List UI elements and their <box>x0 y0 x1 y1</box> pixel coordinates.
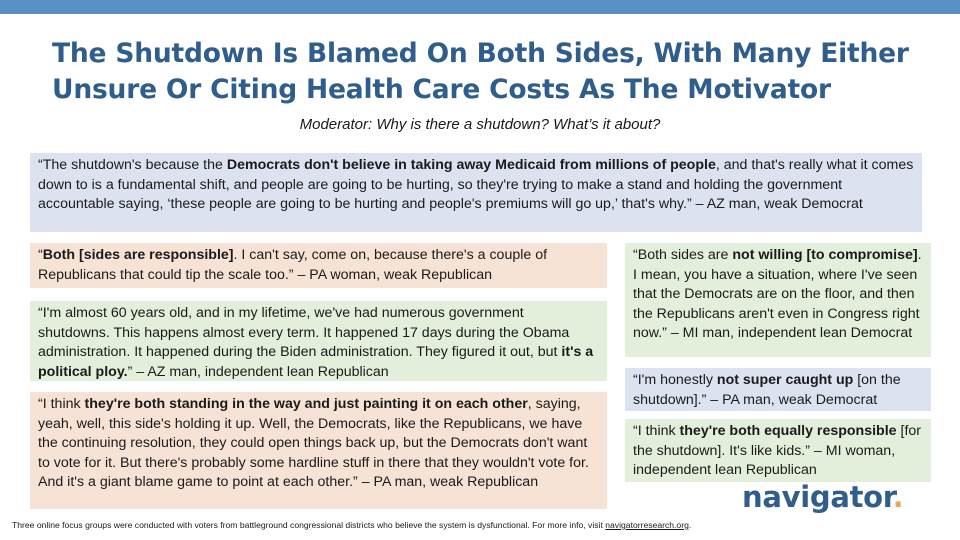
quote-highlight: Both [sides are responsible] <box>42 247 234 263</box>
logo-wordmark: navigator <box>742 480 893 514</box>
quote-text: “I think <box>38 396 85 412</box>
quote-text: “I think <box>633 423 680 439</box>
quote-text: “The shutdown's because the <box>38 157 227 173</box>
title-line-1: The Shutdown Is Blamed On Both Sides, With Many Either <box>52 38 909 69</box>
quote-text: “Both sides are <box>633 247 733 263</box>
quote-text: “I'm honestly <box>633 372 717 388</box>
top-accent-bar <box>0 0 960 14</box>
moderator-question: Moderator: Why is there a shutdown? What’s it about? <box>299 116 661 133</box>
quote-highlight: Democrats don't believe in taking away Medicaid from millions of people <box>226 157 716 173</box>
quote-attribution: [for the shutdown]. It's like kids.” – MI woman, independent lean Republican <box>633 423 922 478</box>
title-line-2: Unsure Or Citing Health Care Costs As The Motivator <box>52 74 831 105</box>
footnote-end: . <box>688 520 692 530</box>
page-title <box>52 36 932 108</box>
quote-card-both-sides <box>30 243 607 288</box>
quote-text: “I'm almost 60 years old, and in my lifetime, we've had numerous government shutdowns. This happens almost every term. It happened 17 days during the Obama administration. It happened during the Biden administration. They figured it out, but <box>38 305 570 360</box>
quote-highlight: they're both equally responsible <box>679 423 897 439</box>
quote-highlight: they're both standing in the way and just painting it on each other <box>84 396 528 412</box>
quote-text: “ <box>38 247 43 263</box>
logo-dot: . <box>892 480 904 514</box>
quote-card-medicaid <box>30 153 922 232</box>
quote-attribution: ” – AZ man, independent lean Republican <box>127 363 389 380</box>
footnote-link[interactable]: navigatorresearch.org <box>605 520 689 530</box>
quote-card-equally-responsible <box>625 419 931 482</box>
quote-attribution: , and that's really what it comes down to is a fundamental shift, and people are going to be hurting, so they're trying to make a stand and holding the government accountable saying, ‘these people are going to be hurting and people's premiums will go up,’ that's why.” – AZ man, weak Democrat <box>38 157 914 212</box>
quote-attribution: , saying, yeah, well, this side's holding it up. Well, the Democrats, like the Republicans, we have the continuing resolution, they could open things back up, but the Democrats don't want to vote for it. But there's probably some hardline stuff in there that they wouldn't vote for. And it's a giant blame game to point at each other.” – PA man, weak Republican <box>38 396 589 490</box>
quote-attribution: . I mean, you have a situation, where I've seen that the Democrats are on the floor, and then the Republicans aren't even in Congress right now.” – MI man, independent lean Democrat <box>633 247 922 341</box>
quote-highlight: it's a political ploy. <box>38 344 594 380</box>
footnote-text: Three online focus groups were conducted with voters from battleground congressional districts who believe the system is dysfunctional. For more info, visit <box>12 520 606 530</box>
quote-card-not-caught-up <box>625 368 931 411</box>
navigator-logo <box>742 480 903 514</box>
methodology-footnote <box>12 520 952 530</box>
quote-attribution: . I can't say, come on, because there's a couple of Republicans that could tip the scale too.” – PA woman, weak Republican <box>38 247 548 283</box>
quote-card-blame-game <box>30 392 607 509</box>
quote-highlight: not willing [to compromise] <box>732 247 918 263</box>
quote-card-political-ploy <box>30 301 607 381</box>
quote-attribution: [on the shutdown].” – PA man, weak Democrat <box>633 372 901 408</box>
quote-card-compromise <box>625 243 931 357</box>
quote-highlight: not super caught up <box>716 372 854 388</box>
